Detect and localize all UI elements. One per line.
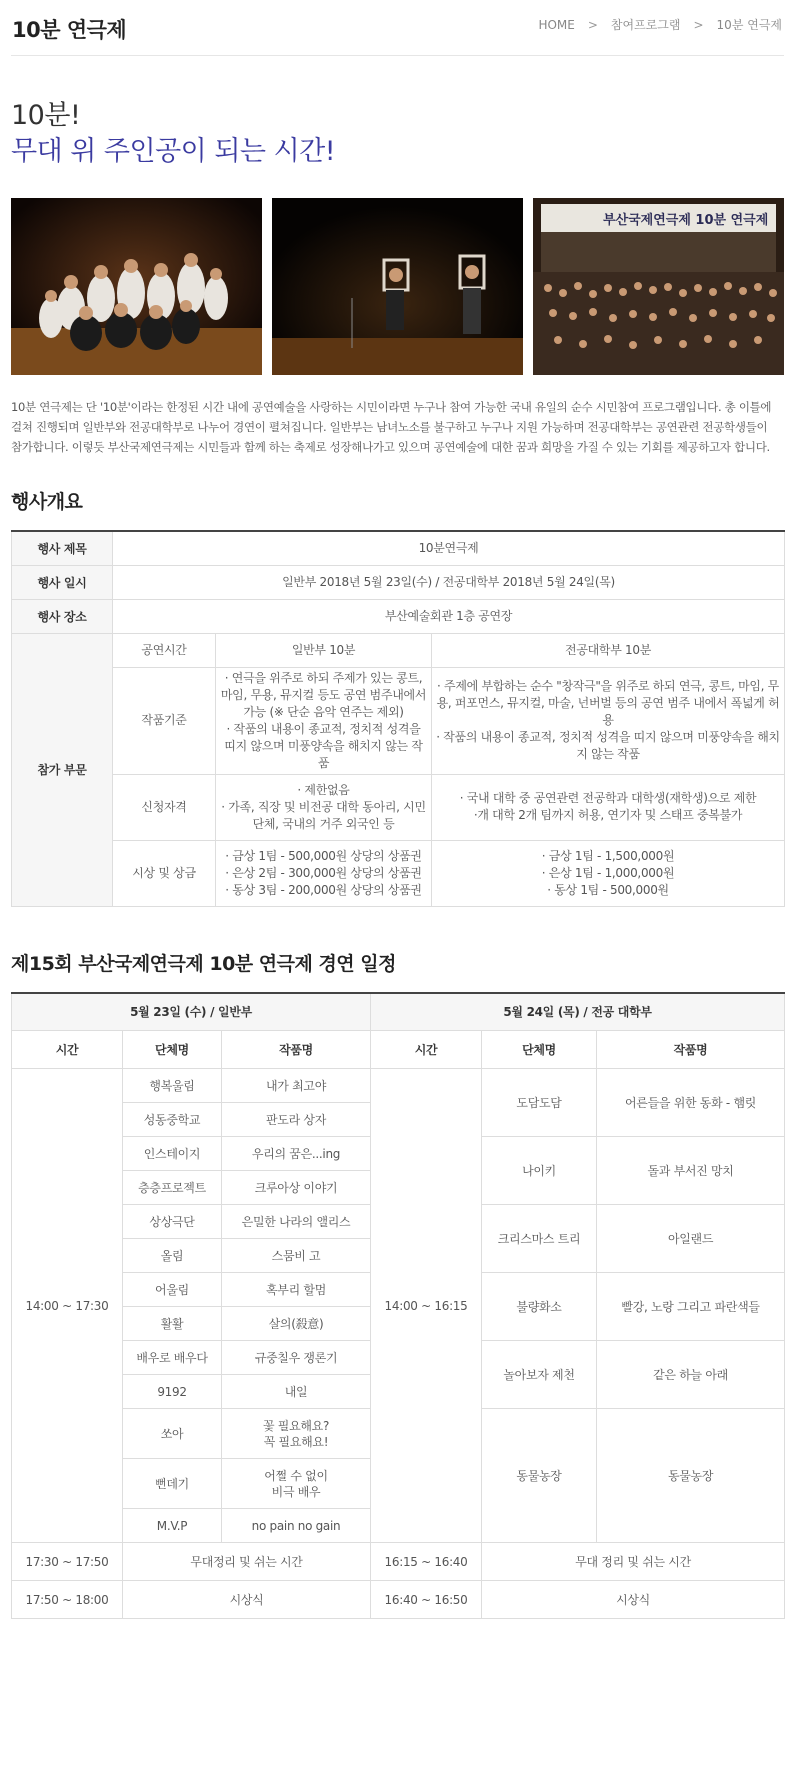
overview-value-date: 일반부 2018년 5월 23일(수) / 전공대학부 2018년 5월 24일(목) (113, 565, 785, 599)
eligibility-college-line: ·개 대학 2개 팀까지 허용, 연기자 및 스태프 중복불가 (473, 808, 743, 822)
overview-row-venue (12, 599, 785, 633)
breadcrumb-current: 10분 연극제 (716, 18, 782, 32)
day1-work-title: no pain no gain (222, 1509, 371, 1543)
prizes-general-line: · 은상 2팀 - 300,000원 상당의 상품권 (225, 865, 422, 880)
photo-audience-banner (533, 198, 784, 375)
ceremony-time-day2: 16:40 ~ 16:50 (371, 1581, 482, 1619)
day2-col-team: 단체명 (482, 1031, 597, 1069)
day1-work-title: 크루아상 이야기 (222, 1171, 371, 1205)
eligibility-college (432, 774, 785, 840)
overview-row-criteria (12, 667, 785, 774)
schedule-column-header-row (12, 1031, 785, 1069)
chevron-right-icon: > (587, 17, 598, 32)
day1-col-team: 단체명 (123, 1031, 222, 1069)
day1-work-title: 꽃 필요해요? 꼭 필요해요! (222, 1409, 371, 1459)
day1-work-title: 어쩔 수 없이 비극 배우 (222, 1459, 371, 1509)
day2-work-title: 동물농장 (597, 1409, 785, 1543)
eligibility-label: 신청자격 (113, 774, 216, 840)
eligibility-general-line: · 가족, 직장 및 비전공 대학 동아리, 시민단체, 국내의 거주 외국인 등 (221, 799, 426, 831)
schedule-body (12, 1069, 785, 1543)
criteria-label: 작품기준 (113, 667, 216, 774)
day1-work-title: 판도라 상자 (222, 1103, 371, 1137)
subheader-college: 전공대학부 10분 (432, 633, 785, 667)
day1-team-name: 활활 (123, 1307, 222, 1341)
day1-team-name: 올림 (123, 1239, 222, 1273)
chevron-right-icon: > (693, 17, 704, 32)
eligibility-general (216, 774, 432, 840)
break-label-day1: 무대정리 및 쉬는 시간 (123, 1543, 371, 1581)
prizes-college (432, 840, 785, 906)
day1-team-name: 뻔데기 (123, 1459, 222, 1509)
overview-row-date (12, 565, 785, 599)
schedule-table (11, 992, 785, 1620)
day1-time-range: 14:00 ~ 17:30 (12, 1069, 123, 1543)
day2-team-name: 도담도담 (482, 1069, 597, 1137)
hero-line-1: 10분! (11, 100, 81, 131)
overview-row-eligibility (12, 774, 785, 840)
break-label-day2: 무대 정리 및 쉬는 시간 (482, 1543, 785, 1581)
prizes-general-line: · 금상 1팀 - 500,000원 상당의 상품권 (225, 848, 422, 863)
prizes-general-line: · 동상 3팀 - 200,000원 상당의 상품권 (225, 882, 422, 897)
day1-work-title: 살의(殺意) (222, 1307, 371, 1341)
day2-team-name: 나이키 (482, 1137, 597, 1205)
schedule-break-row (12, 1543, 785, 1581)
day1-team-name: 인스테이지 (123, 1137, 222, 1171)
prizes-college-line: · 은상 1팀 - 1,000,000원 (541, 865, 675, 880)
day1-header: 5월 23일 (수) / 일반부 (12, 993, 371, 1031)
day1-work-title: 우리의 꿈은...ing (222, 1137, 371, 1171)
breadcrumb-programs[interactable]: 참여프로그램 (610, 18, 681, 32)
overview-label-title: 행사 제목 (12, 531, 113, 565)
breadcrumb-home[interactable]: HOME (538, 17, 575, 32)
day2-team-name: 크리스마스 트리 (482, 1205, 597, 1273)
photo-stage-frames (272, 198, 523, 375)
criteria-college (432, 667, 785, 774)
prizes-college-line: · 동상 1팀 - 500,000원 (547, 882, 669, 897)
day1-work-title: 내일 (222, 1375, 371, 1409)
overview-value-venue: 부산예술회관 1층 공연장 (113, 599, 785, 633)
photo-gallery (11, 198, 784, 375)
day2-work-title: 아일랜드 (597, 1205, 785, 1273)
prizes-label: 시상 및 상금 (113, 840, 216, 906)
day1-work-title: 스뭄비 고 (222, 1239, 371, 1273)
day1-team-name: 쏘아 (123, 1409, 222, 1459)
overview-label-date: 행사 일시 (12, 565, 113, 599)
day1-col-time: 시간 (12, 1031, 123, 1069)
day1-work-title: 혹부리 할멈 (222, 1273, 371, 1307)
criteria-general-line: · 연극을 위주로 하되 주제가 있는 콩트, 마임, 무용, 뮤지컬 등도 공연 범주내에서 가능 (※ 단순 음악 연주는 제외) (220, 670, 427, 719)
day1-team-name: 행복울림 (123, 1069, 222, 1103)
criteria-general-line: · 작품의 내용이 종교적, 정치적 성격을 띠지 않으며 미풍양속을 해치지 않는 작품 (224, 721, 423, 770)
day1-work-title: 규중칠우 쟁론기 (222, 1341, 371, 1375)
hero-line-2: 무대 위 주인공이 되는 시간! (11, 136, 336, 167)
overview-value-title: 10분연극제 (113, 531, 785, 565)
day1-team-name: 성동중학교 (123, 1103, 222, 1137)
criteria-general (216, 667, 432, 774)
overview-heading: 행사개요 (11, 491, 83, 513)
criteria-college-line: · 주제에 부합하는 순수 "창작극"을 위주로 하되 연극, 콩트, 마임, 무용, 퍼포먼스, 뮤지컬, 마술, 넌버벌 등의 공연 범주 내에서 폭넓게 허용 (436, 679, 780, 727)
bottom-spacer (11, 1619, 784, 1659)
hero-heading (11, 98, 784, 170)
schedule-ceremony-row (12, 1581, 785, 1619)
overview-row-subheader (12, 633, 785, 667)
day2-col-time: 시간 (371, 1031, 482, 1069)
day2-work-title: 돌과 부서진 망치 (597, 1137, 785, 1205)
day1-team-name: M.V.P (123, 1509, 222, 1543)
page-title: 10분 연극제 (12, 18, 127, 42)
ceremony-label-day2: 시상식 (482, 1581, 785, 1619)
day1-work-title: 은밀한 나라의 앨리스 (222, 1205, 371, 1239)
ceremony-label-day1: 시상식 (123, 1581, 371, 1619)
eligibility-general-line: · 제한없음 (297, 782, 350, 797)
day2-work-title: 빨강, 노랑 그리고 파란색들 (597, 1273, 785, 1341)
day2-col-work: 작품명 (597, 1031, 785, 1069)
day2-time-range: 14:00 ~ 16:15 (371, 1069, 482, 1543)
prizes-general (216, 840, 432, 906)
eligibility-college-line: · 국내 대학 중 공연관련 전공학과 대학생(재학생)으로 제한 (459, 791, 757, 805)
day1-team-name: 어울림 (123, 1273, 222, 1307)
day1-team-name: 층층프로젝트 (123, 1171, 222, 1205)
overview-label-category: 참가 부문 (12, 633, 113, 906)
ceremony-time-day1: 17:50 ~ 18:00 (12, 1581, 123, 1619)
schedule-row (12, 1069, 785, 1103)
day1-team-name: 배우로 배우다 (123, 1341, 222, 1375)
overview-row-prizes (12, 840, 785, 906)
overview-label-venue: 행사 장소 (12, 599, 113, 633)
schedule-heading: 제15회 부산국제연극제 10분 연극제 경연 일정 (11, 952, 396, 975)
overview-row-title (12, 531, 785, 565)
day2-team-name: 불량화소 (482, 1273, 597, 1341)
criteria-college-line: · 작품의 내용이 종교적, 정치적 성격을 띠지 않으며 미풍양속을 해치지 않는 작품 (436, 730, 780, 761)
day2-work-title: 같은 하늘 아래 (597, 1341, 785, 1409)
schedule-day-header-row (12, 993, 785, 1031)
day2-team-name: 놀아보자 제천 (482, 1341, 597, 1409)
breadcrumb (538, 16, 782, 33)
intro-paragraph: 10분 연극제는 단 '10분'이라는 한정된 시간 내에 공연예술을 사랑하는 시민이라면 누구나 참여 가능한 국내 유일의 순수 시민참여 프로그램입니다. 총 이틀에 걸쳐 진행되며 일반부와 전공대학부로 나누어 경연이 펼쳐집니다. 일반부는 남녀노소를 불구하고 누구나 지원 가능하며 전공대학부는 공연관련 전공학생들이 참가합니다. 이렇듯 부산국제연극제는 시민들과 함께 하는 축제로 성장해나가고 있으며 공연예술에 대한 꿈과 희망을 가질 수 있는 기회를 제공하고자 합니다. (11, 400, 772, 454)
photo-group-performers (11, 198, 262, 375)
day2-team-name: 동물농장 (482, 1409, 597, 1543)
top-bar (11, 0, 784, 56)
subheader-duration: 공연시간 (113, 633, 216, 667)
day1-work-title: 내가 최고야 (222, 1069, 371, 1103)
prizes-college-line: · 금상 1팀 - 1,500,000원 (541, 848, 675, 863)
break-time-day1: 17:30 ~ 17:50 (12, 1543, 123, 1581)
break-time-day2: 16:15 ~ 16:40 (371, 1543, 482, 1581)
day2-work-title: 어른들을 위한 동화 - 햄릿 (597, 1069, 785, 1137)
banner-text: 부산국제연극제 10분 연극제 (603, 213, 769, 228)
overview-table (11, 530, 785, 907)
subheader-general: 일반부 10분 (216, 633, 432, 667)
day1-team-name: 상상극단 (123, 1205, 222, 1239)
day2-header: 5월 24일 (목) / 전공 대학부 (371, 993, 785, 1031)
day1-col-work: 작품명 (222, 1031, 371, 1069)
day1-team-name: 9192 (123, 1375, 222, 1409)
